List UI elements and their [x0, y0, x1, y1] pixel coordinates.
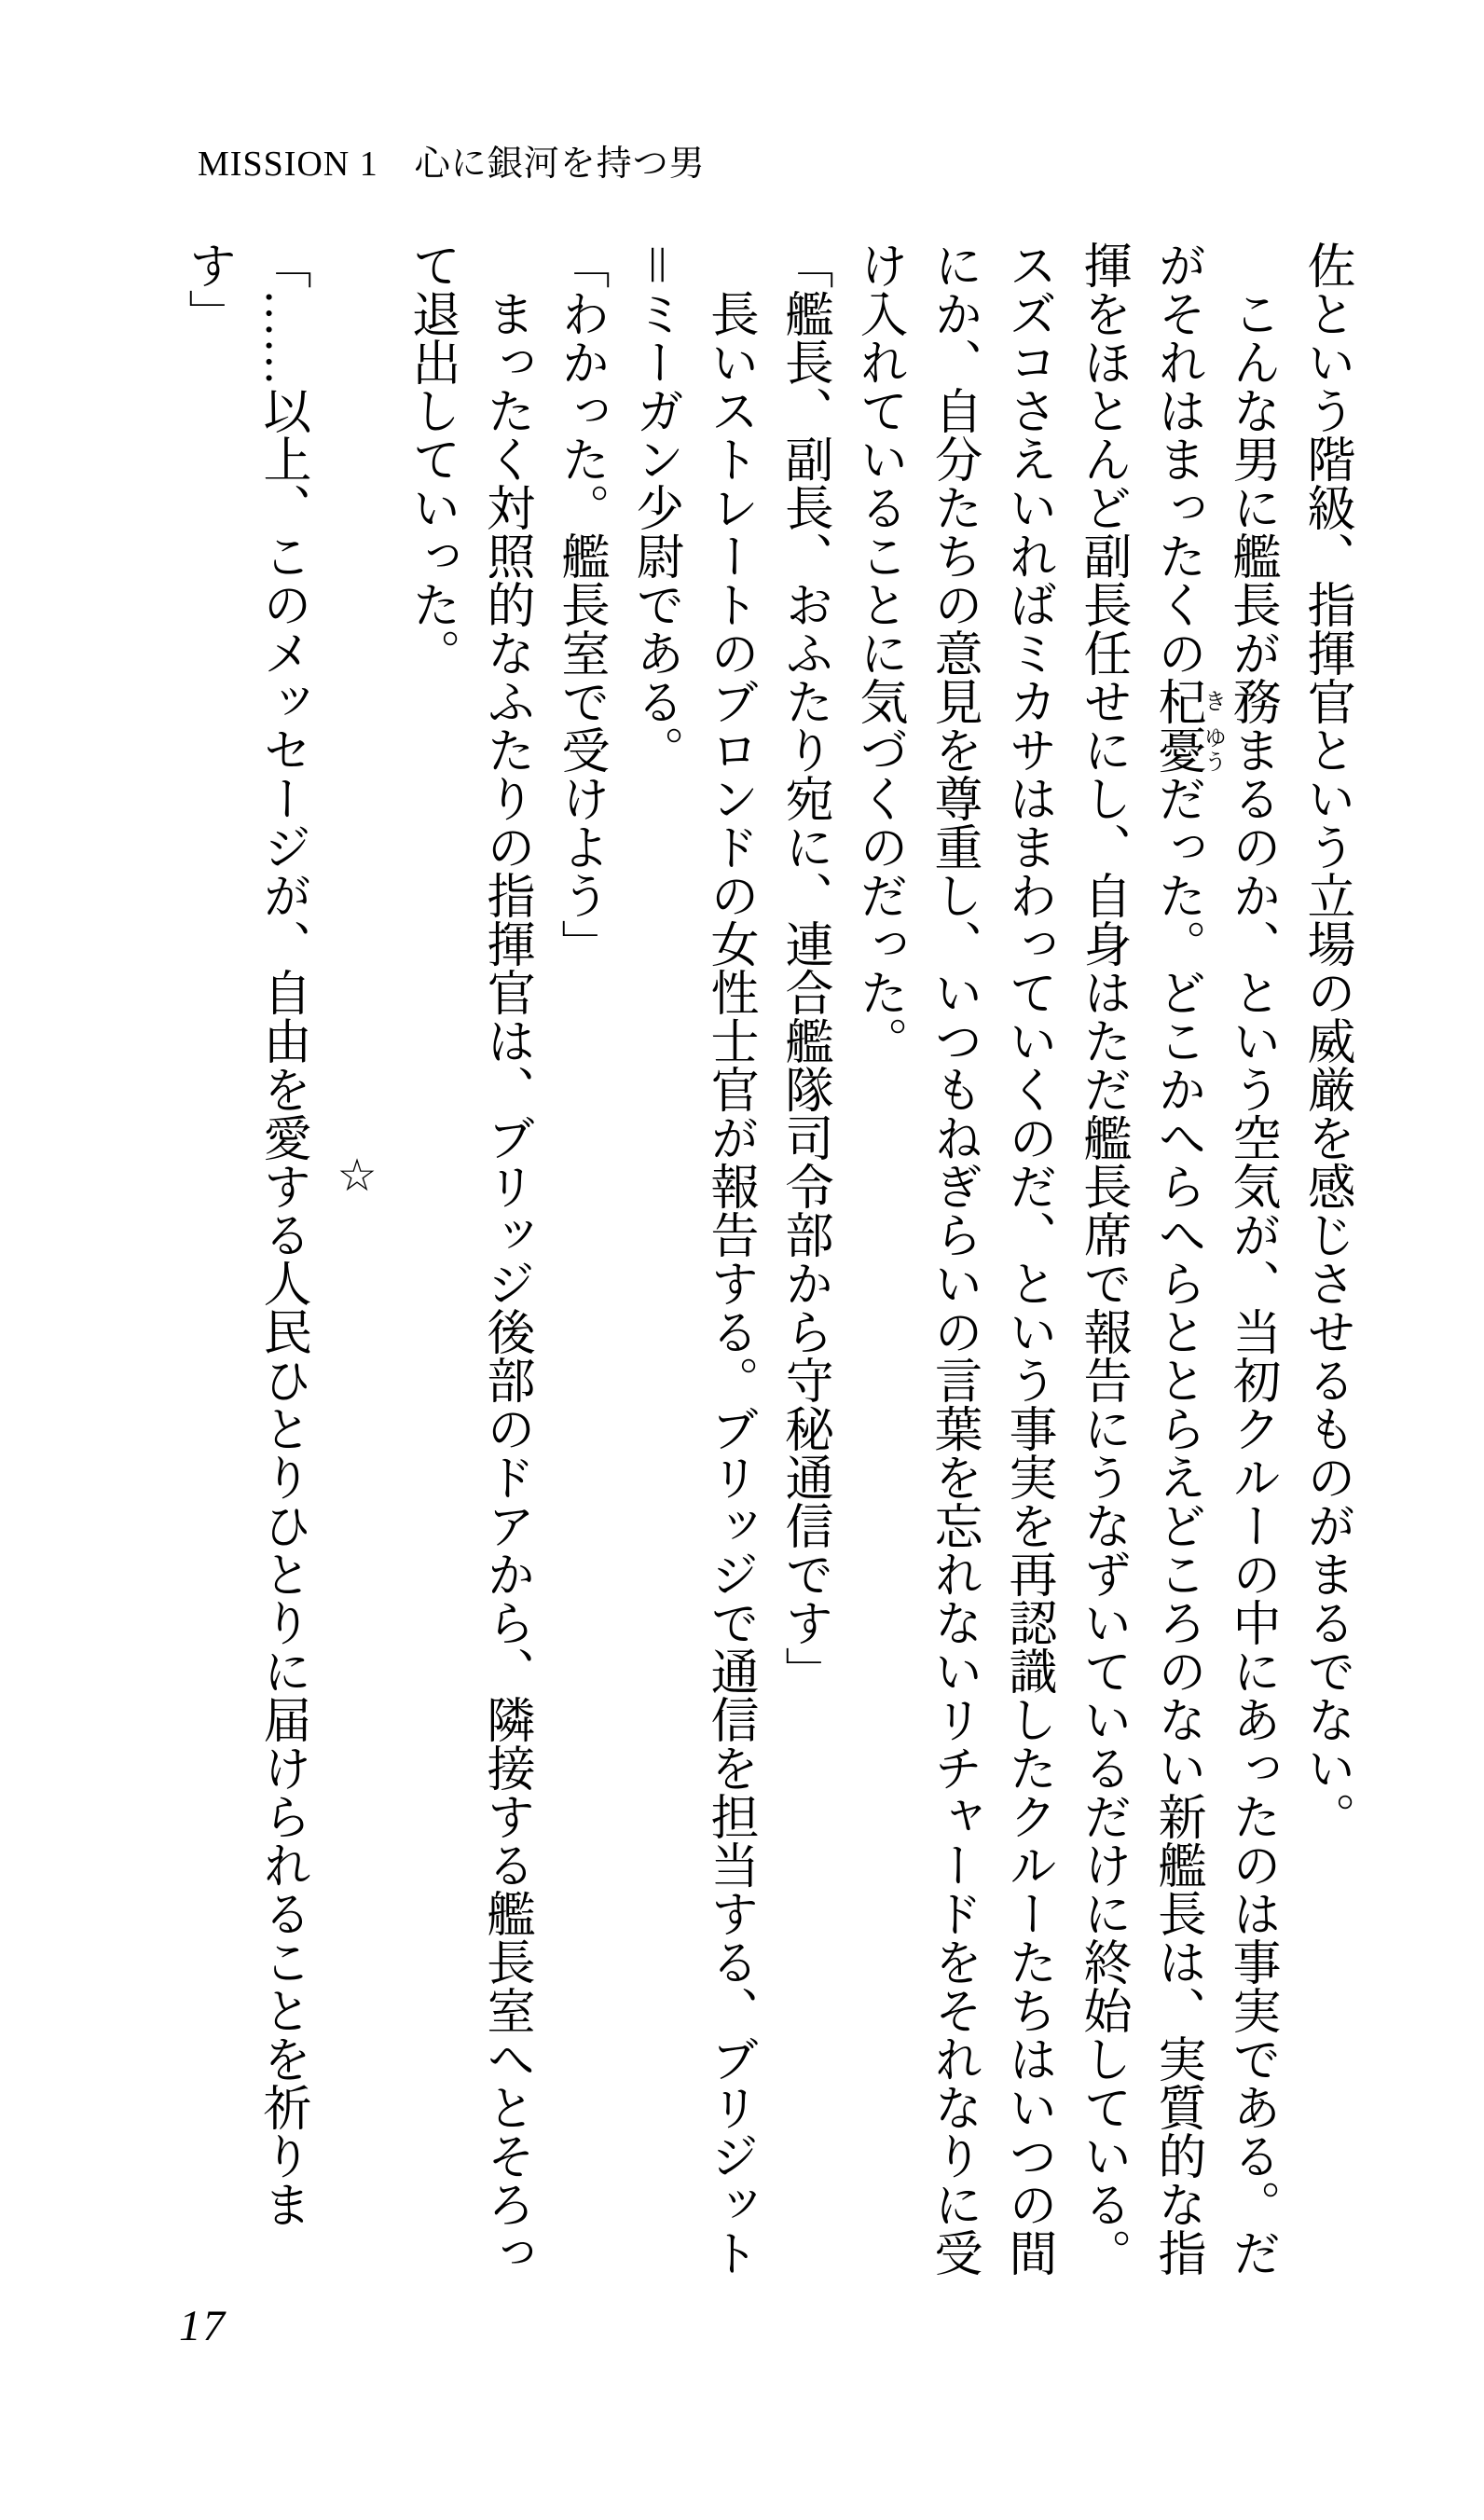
paragraph: 長いストレートのブロンドの女性士官が報告する。ブリッジで通信を担当する、ブリジット＝ミーガン少尉である。 — [628, 241, 756, 2277]
section-divider: ☆ — [332, 1150, 381, 1202]
body-text — [170, 241, 1363, 2277]
paragraph: 佐という階級、指揮官という立場の威厳を感じさせるものがまるでない。 — [1299, 241, 1353, 1840]
page-number: 17 — [179, 2302, 227, 2350]
paragraph: 「……以上、このメッセージが、自由を愛する人民ひとりひとりに届けられることを祈ります」 — [181, 241, 309, 2228]
paragraph: こんな男に艦長が務まるのか、という空気が、当初クルーの中にあったのは事実である。だがそれはまったくの杞き憂ゆうだった。どこかへらへらととらえどころのない新艦長は、実質的な指揮をほとんど副長任せにし、自身はただ艦長席で報告にうなずいているだけに終始している。スズコさえいればミカサはまわっていくのだ、という事実を再認識したクルーたちはいつの間にか、自分たちの意見を尊重し、いつもねぎらいの言葉を忘れないリチャードをそれなりに受け入れていることに気づくのだった。 — [852, 241, 1278, 2277]
paragraph: まったく対照的なふたりの指揮官は、ブリッジ後部のドアから、隣接する艦長室へとそろって退出していった。 — [405, 241, 532, 2277]
paragraph: 「わかった。艦長室で受けよう」 — [554, 241, 607, 968]
furigana-ruby: 杞き憂ゆう — [1150, 677, 1225, 774]
paragraph: 「艦長、副長、おふたり宛に、連合艦隊司令部から守秘通信です」 — [777, 241, 831, 1695]
chapter-header: MISSION 1 心に銀河を持つ男 — [198, 145, 706, 184]
